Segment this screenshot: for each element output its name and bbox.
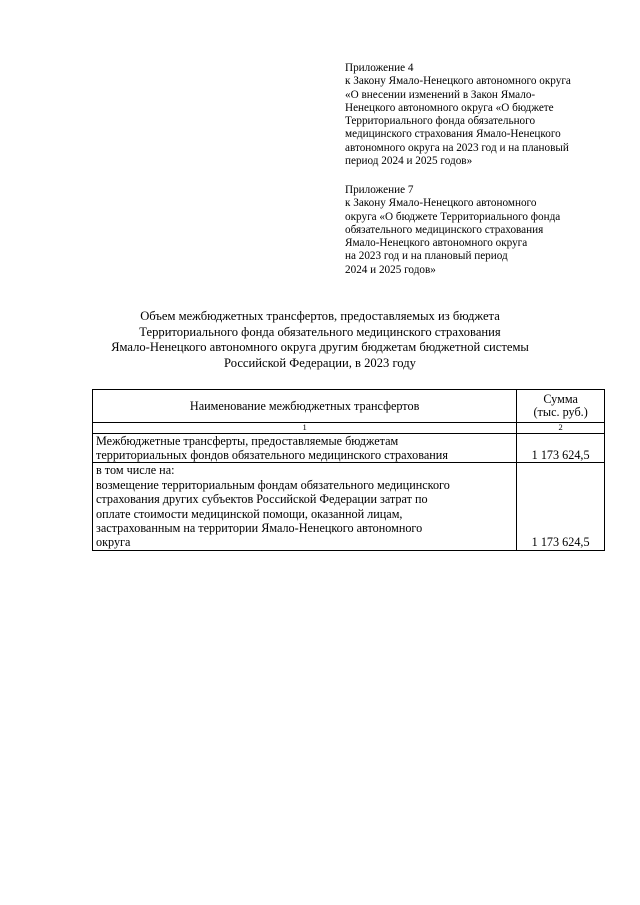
appendix-7-line: Ямало-Ненецкого автономного округа <box>345 237 528 250</box>
appendix-7-line: на 2023 год и на плановый период <box>345 250 508 263</box>
row-name-cell <box>93 433 517 463</box>
title-line: Территориального фонда обязательного медицинского страхования <box>139 324 501 339</box>
row-name-line: оплате стоимости медицинской помощи, оказанной лицам, <box>96 506 403 521</box>
column-number: 2 <box>517 423 605 434</box>
appendix-4-line: медицинского страхования Ямало-Ненецкого <box>345 128 561 141</box>
row-name-line: застрахованным на территории Ямало-Ненецкого автономного <box>96 520 423 535</box>
document-title <box>60 309 580 371</box>
title-line: Объем межбюджетных трансфертов, предоставляемых из бюджета <box>140 309 500 323</box>
appendix-7-line: Приложение 7 <box>345 184 414 196</box>
row-amount-cell: 1 173 624,5 <box>517 433 605 463</box>
row-name-line: в том числе на: <box>96 463 175 478</box>
column-number: 1 <box>93 423 517 434</box>
title-line: Российской Федерации, в 2023 году <box>224 355 416 370</box>
row-name-cell <box>93 463 517 550</box>
table-row <box>93 433 605 463</box>
appendix-4-line: Приложение 4 <box>345 62 414 74</box>
row-name-line: территориальных фондов обязательного медицинского страхования <box>96 447 448 462</box>
appendix-7-line: округа «О бюджете Территориального фонда <box>345 210 561 223</box>
appendix-7-line: к Закону Ямало-Ненецкого автономного <box>345 197 537 210</box>
row-amount-cell: 1 173 624,5 <box>517 463 605 550</box>
column-header-sum <box>517 390 605 423</box>
appendix-7-header <box>345 184 620 277</box>
title-line: Ямало-Ненецкого автономного округа другим бюджетам бюджетной системы <box>111 340 529 354</box>
appendix-4-line: период 2024 и 2025 годов» <box>345 155 473 168</box>
table-row <box>93 463 605 550</box>
row-name-line: возмещение территориальным фондам обязательного медицинского <box>96 477 450 492</box>
appendix-4-header <box>345 62 620 168</box>
transfers-table <box>92 389 605 551</box>
row-name-line: округа <box>96 535 131 550</box>
appendix-4-line: Ненецкого автономного округа «О бюджете <box>345 101 554 114</box>
appendix-4-line: «О внесении изменений в Закон Ямало- <box>345 88 536 101</box>
appendix-7-line: обязательного медицинского страхования <box>345 223 544 236</box>
column-number-row <box>93 423 605 434</box>
table-header-row <box>93 390 605 423</box>
row-name-line: страхования других субъектов Российской Федерации затрат по <box>96 492 428 507</box>
row-name-line: Межбюджетные трансферты, предоставляемые бюджетам <box>96 433 399 448</box>
appendix-4-line: к Закону Ямало-Ненецкого автономного округа <box>345 75 571 88</box>
column-header-name: Наименование межбюджетных трансфертов <box>93 390 517 423</box>
column-header-sum-unit: (тыс. руб.) <box>533 405 588 419</box>
appendix-7-line: 2024 и 2025 годов» <box>345 263 436 276</box>
column-header-sum-line: Сумма <box>543 391 578 406</box>
appendix-4-line: автономного округа на 2023 год и на плановый <box>345 141 569 154</box>
appendix-4-line: Территориального фонда обязательного <box>345 115 536 128</box>
